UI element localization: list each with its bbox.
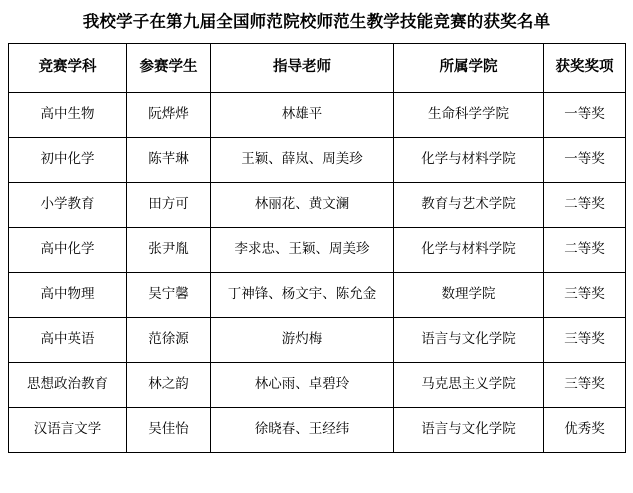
cell-advisor: 游灼梅: [211, 317, 394, 362]
cell-college: 化学与材料学院: [394, 137, 544, 182]
table-body: [9, 92, 626, 452]
cell-award: 优秀奖: [544, 407, 626, 452]
cell-award: 二等奖: [544, 227, 626, 272]
cell-award: 一等奖: [544, 137, 626, 182]
cell-advisor: 林雄平: [211, 92, 394, 137]
table-header: [9, 43, 626, 92]
cell-advisor: 王颖、薛岚、周美珍: [211, 137, 394, 182]
cell-award: 一等奖: [544, 92, 626, 137]
cell-advisor: 徐晓春、王经纬: [211, 407, 394, 452]
cell-college: 马克思主义学院: [394, 362, 544, 407]
cell-student: 吴佳怡: [127, 407, 211, 452]
cell-college: 语言与文化学院: [394, 407, 544, 452]
table-row: [9, 362, 626, 407]
cell-subject: 高中英语: [9, 317, 127, 362]
table-row: [9, 272, 626, 317]
cell-award: 三等奖: [544, 317, 626, 362]
cell-award: 三等奖: [544, 272, 626, 317]
cell-subject: 高中化学: [9, 227, 127, 272]
table-header-row: [9, 43, 626, 92]
cell-student: 张尹胤: [127, 227, 211, 272]
table-row: [9, 137, 626, 182]
table-row: [9, 182, 626, 227]
cell-subject: 思想政治教育: [9, 362, 127, 407]
cell-student: 阮烨烨: [127, 92, 211, 137]
cell-advisor: 林心雨、卓碧玲: [211, 362, 394, 407]
cell-subject: 初中化学: [9, 137, 127, 182]
cell-student: 陈芊琳: [127, 137, 211, 182]
column-header-subject: 竞赛学科: [9, 43, 127, 92]
award-table-container: [0, 43, 633, 453]
cell-advisor: 林丽花、黄文澜: [211, 182, 394, 227]
column-header-advisor: 指导老师: [211, 43, 394, 92]
cell-subject: 汉语言文学: [9, 407, 127, 452]
table-row: [9, 227, 626, 272]
cell-college: 语言与文化学院: [394, 317, 544, 362]
cell-student: 范徐源: [127, 317, 211, 362]
cell-advisor: 丁神锋、杨文宇、陈允金: [211, 272, 394, 317]
cell-student: 林之韵: [127, 362, 211, 407]
column-header-college: 所属学院: [394, 43, 544, 92]
cell-award: 三等奖: [544, 362, 626, 407]
page-title: 我校学子在第九届全国师范院校师范生教学技能竞赛的获奖名单: [82, 12, 551, 31]
cell-student: 田方可: [127, 182, 211, 227]
award-table: [8, 43, 626, 453]
cell-college: 数理学院: [394, 272, 544, 317]
cell-college: 教育与艺术学院: [394, 182, 544, 227]
cell-subject: 高中物理: [9, 272, 127, 317]
table-row: [9, 92, 626, 137]
cell-award: 二等奖: [544, 182, 626, 227]
table-row: [9, 317, 626, 362]
cell-college: 生命科学学院: [394, 92, 544, 137]
column-header-award: 获奖奖项: [544, 43, 626, 92]
column-header-student: 参赛学生: [127, 43, 211, 92]
table-row: [9, 407, 626, 452]
cell-subject: 小学教育: [9, 182, 127, 227]
cell-advisor: 李求忠、王颖、周美珍: [211, 227, 394, 272]
cell-college: 化学与材料学院: [394, 227, 544, 272]
cell-subject: 高中生物: [9, 92, 127, 137]
cell-student: 吴宁馨: [127, 272, 211, 317]
